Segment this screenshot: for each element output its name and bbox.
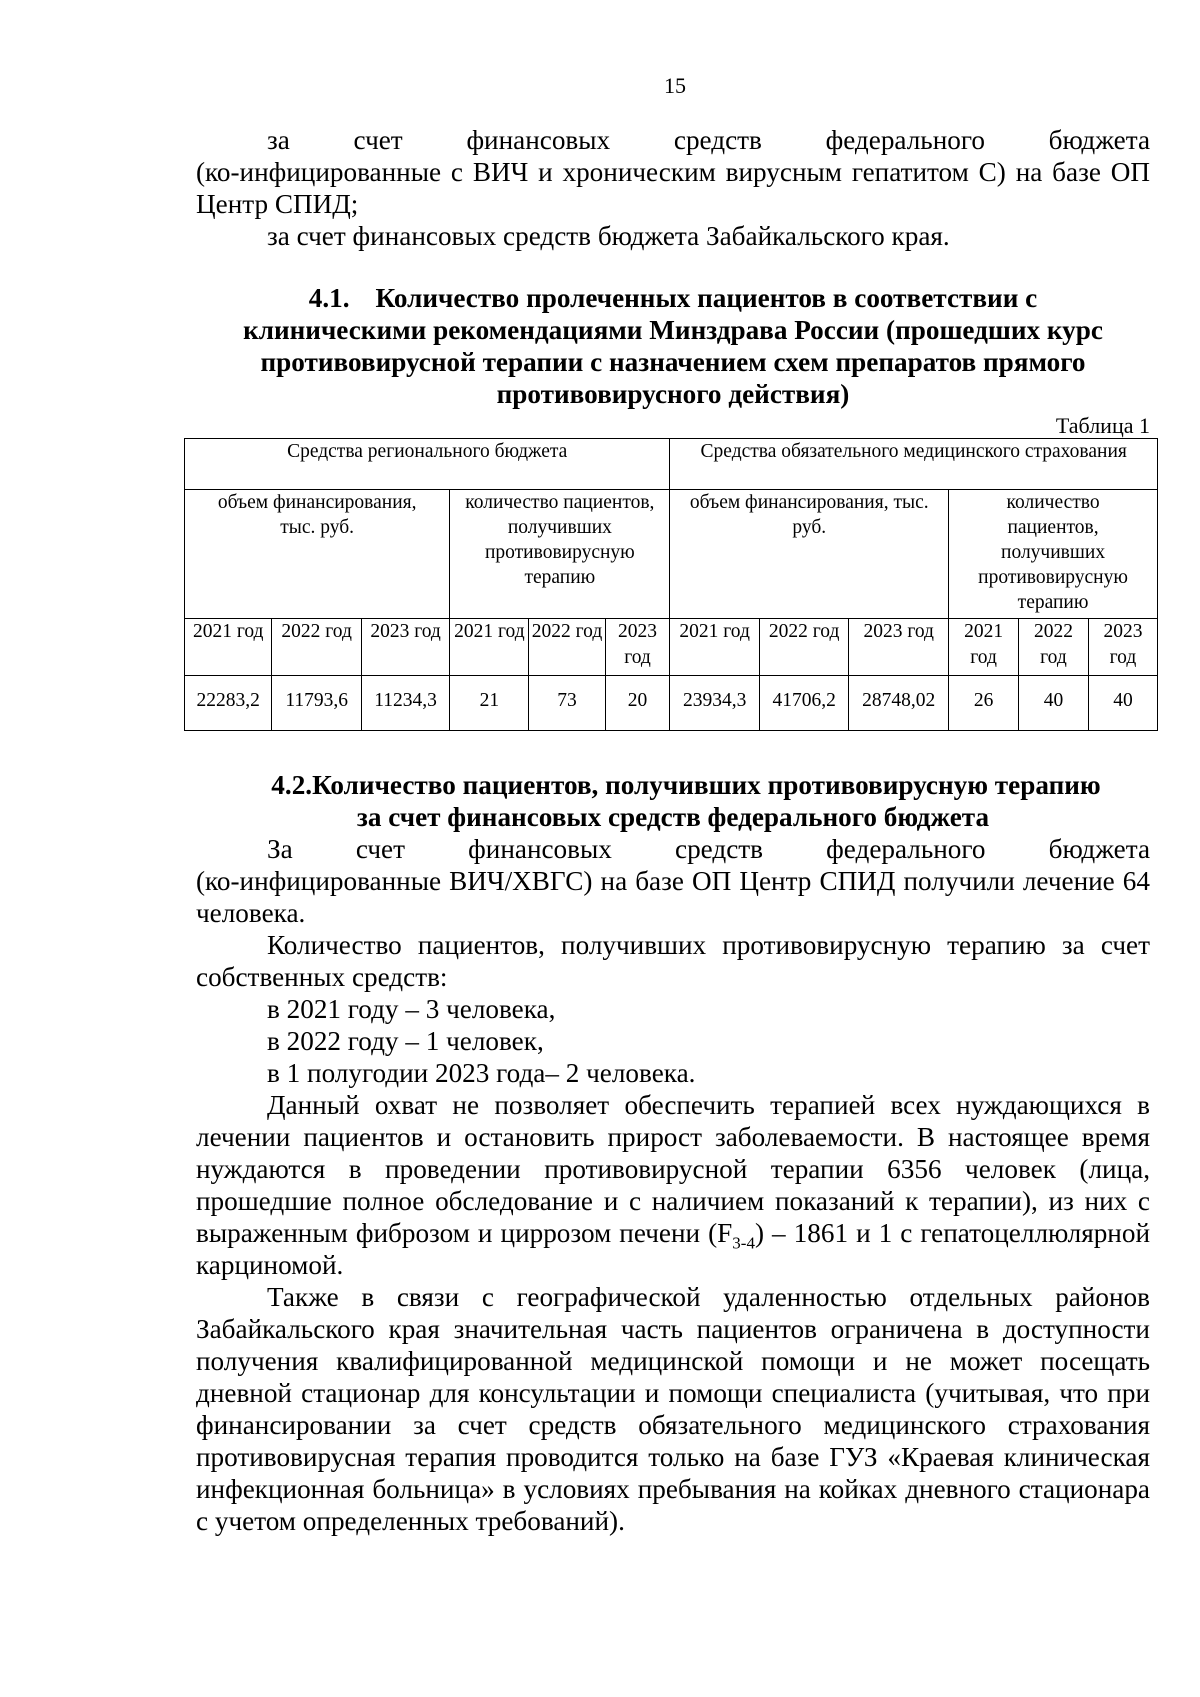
year-cell: 2023 год xyxy=(1088,619,1157,676)
p1-rest: (ко-инфицированные ВИЧ/ХВГС) на базе ОП Центр СПИД получили лечение 64 человека. xyxy=(196,866,1150,928)
list-item: в 2022 году – 1 человек, xyxy=(267,1026,544,1056)
value-cell: 21 xyxy=(450,676,529,731)
col-funding-oms: объем финансирования, тыс. руб. xyxy=(670,490,949,619)
year-cell: 2022 год xyxy=(1019,619,1089,676)
year-cell: 2022 год xyxy=(759,619,848,676)
p2: Количество пациентов, получивших противовирусную терапию за счет собственных средств: xyxy=(196,930,1150,992)
section-4-2-title-line1: 4.2.Количество пациентов, получивших противовирусную терапию xyxy=(271,770,1101,800)
table-years-row xyxy=(185,619,1158,676)
value-cell: 40 xyxy=(1019,676,1089,731)
year-cell: 2023 год xyxy=(361,619,449,676)
p4: Также в связи с географической удаленностью отдельных районов Забайкальского края значительная часть пациентов ограничена в доступности получения квалифицированной медицинской помощи и не может посещать дневной стационар для консультации и помощи специалиста (учитывая, что при финансировании за счет средств обязательного медицинского страхования противовирусная терапия проводится только на базе ГУЗ «Краевая клиническая инфекционная больница» в условиях пребывания на койках дневного стационара с учетом определенных требований). xyxy=(196,1282,1150,1536)
value-cell: 40 xyxy=(1088,676,1157,731)
section-4-1-number: 4.1. xyxy=(308,283,350,313)
col-patients-oms: количество пациентов, получивших противовирусную терапию xyxy=(949,490,1158,619)
year-cell: 2023 год xyxy=(605,619,670,676)
col-patients-regional: количество пациентов, получивших противовирусную терапию xyxy=(450,490,670,619)
value-cell: 22283,2 xyxy=(185,676,272,731)
section-4-1-heading xyxy=(196,282,1150,410)
year-cell: 2023 год xyxy=(849,619,949,676)
value-cell: 28748,02 xyxy=(849,676,949,731)
value-cell: 20 xyxy=(605,676,670,731)
value-cell: 73 xyxy=(529,676,605,731)
section-4-1-title-rest: клиническими рекомендациями Минздрава России (прошедших курс противовирусной терапии с назначением схем препаратов прямого противовирусного действия) xyxy=(243,315,1103,409)
p3: Данный охват не позволяет обеспечить терапией всех нуждающихся в лечении пациентов и остановить прирост заболеваемости. В настоящее время нуждаются в проведении противовирусной терапии 6356 человек (лица, прошедшие полное обследование и с наличием показаний к терапии), из них с выраженным фиброзом и циррозом печени $(F_{3-4}) - 1861$ и 1 с гепатоцеллюлярной карциномой. xyxy=(196,1090,1150,1280)
page-number: 15 xyxy=(664,73,686,98)
col-funding-regional: объем финансирования, тыс. руб. xyxy=(185,490,450,619)
list-item: в 1 полугодии 2023 года– 2 человека. xyxy=(267,1058,696,1088)
group-regional: Средства регионального бюджета xyxy=(185,439,670,490)
value-cell: 41706,2 xyxy=(759,676,848,731)
section-4-2-title-line2: за счет финансовых средств федерального бюджета xyxy=(356,802,990,832)
list-item: в 2021 году – 3 человека, xyxy=(267,994,556,1024)
section-4-2-heading xyxy=(196,769,1150,833)
document-body xyxy=(192,124,1151,1537)
value-cell: 11234,3 xyxy=(361,676,449,731)
funding-table xyxy=(184,438,1158,731)
year-cell: 2022 год xyxy=(529,619,605,676)
year-cell: 2021 год xyxy=(185,619,272,676)
intro-line1-spread: за счет финансовых средств федерального бюджета xyxy=(267,125,1151,155)
year-cell: 2021 год xyxy=(949,619,1019,676)
intro-line2: за счет финансовых средств бюджета Забайкальского края. xyxy=(267,221,950,251)
year-cell: 2021 год xyxy=(670,619,759,676)
table-group-header-row xyxy=(185,439,1158,490)
year-cell: 2022 год xyxy=(272,619,361,676)
table-values-row xyxy=(185,676,1158,731)
section-4-1-title-line1: Количество пролеченных пациентов в соответствии с xyxy=(375,283,1038,313)
value-cell: 26 xyxy=(949,676,1019,731)
value-cell: 23934,3 xyxy=(670,676,759,731)
intro-line1-rest: (ко-инфицированные с ВИЧ и хроническим вирусным гепатитом С) на базе ОП Центр СПИД; xyxy=(196,157,1150,219)
table-subheader-row xyxy=(185,490,1158,619)
year-cell: 2021 год xyxy=(450,619,529,676)
p1-line1-spread: За счет финансовых средств федерального бюджета xyxy=(267,834,1151,864)
group-oms: Средства обязательного медицинского страхования xyxy=(670,439,1158,490)
table-label: Таблица 1 xyxy=(1055,413,1150,438)
p3-subscript: 3-4 xyxy=(732,1233,755,1253)
value-cell: 11793,6 xyxy=(272,676,361,731)
